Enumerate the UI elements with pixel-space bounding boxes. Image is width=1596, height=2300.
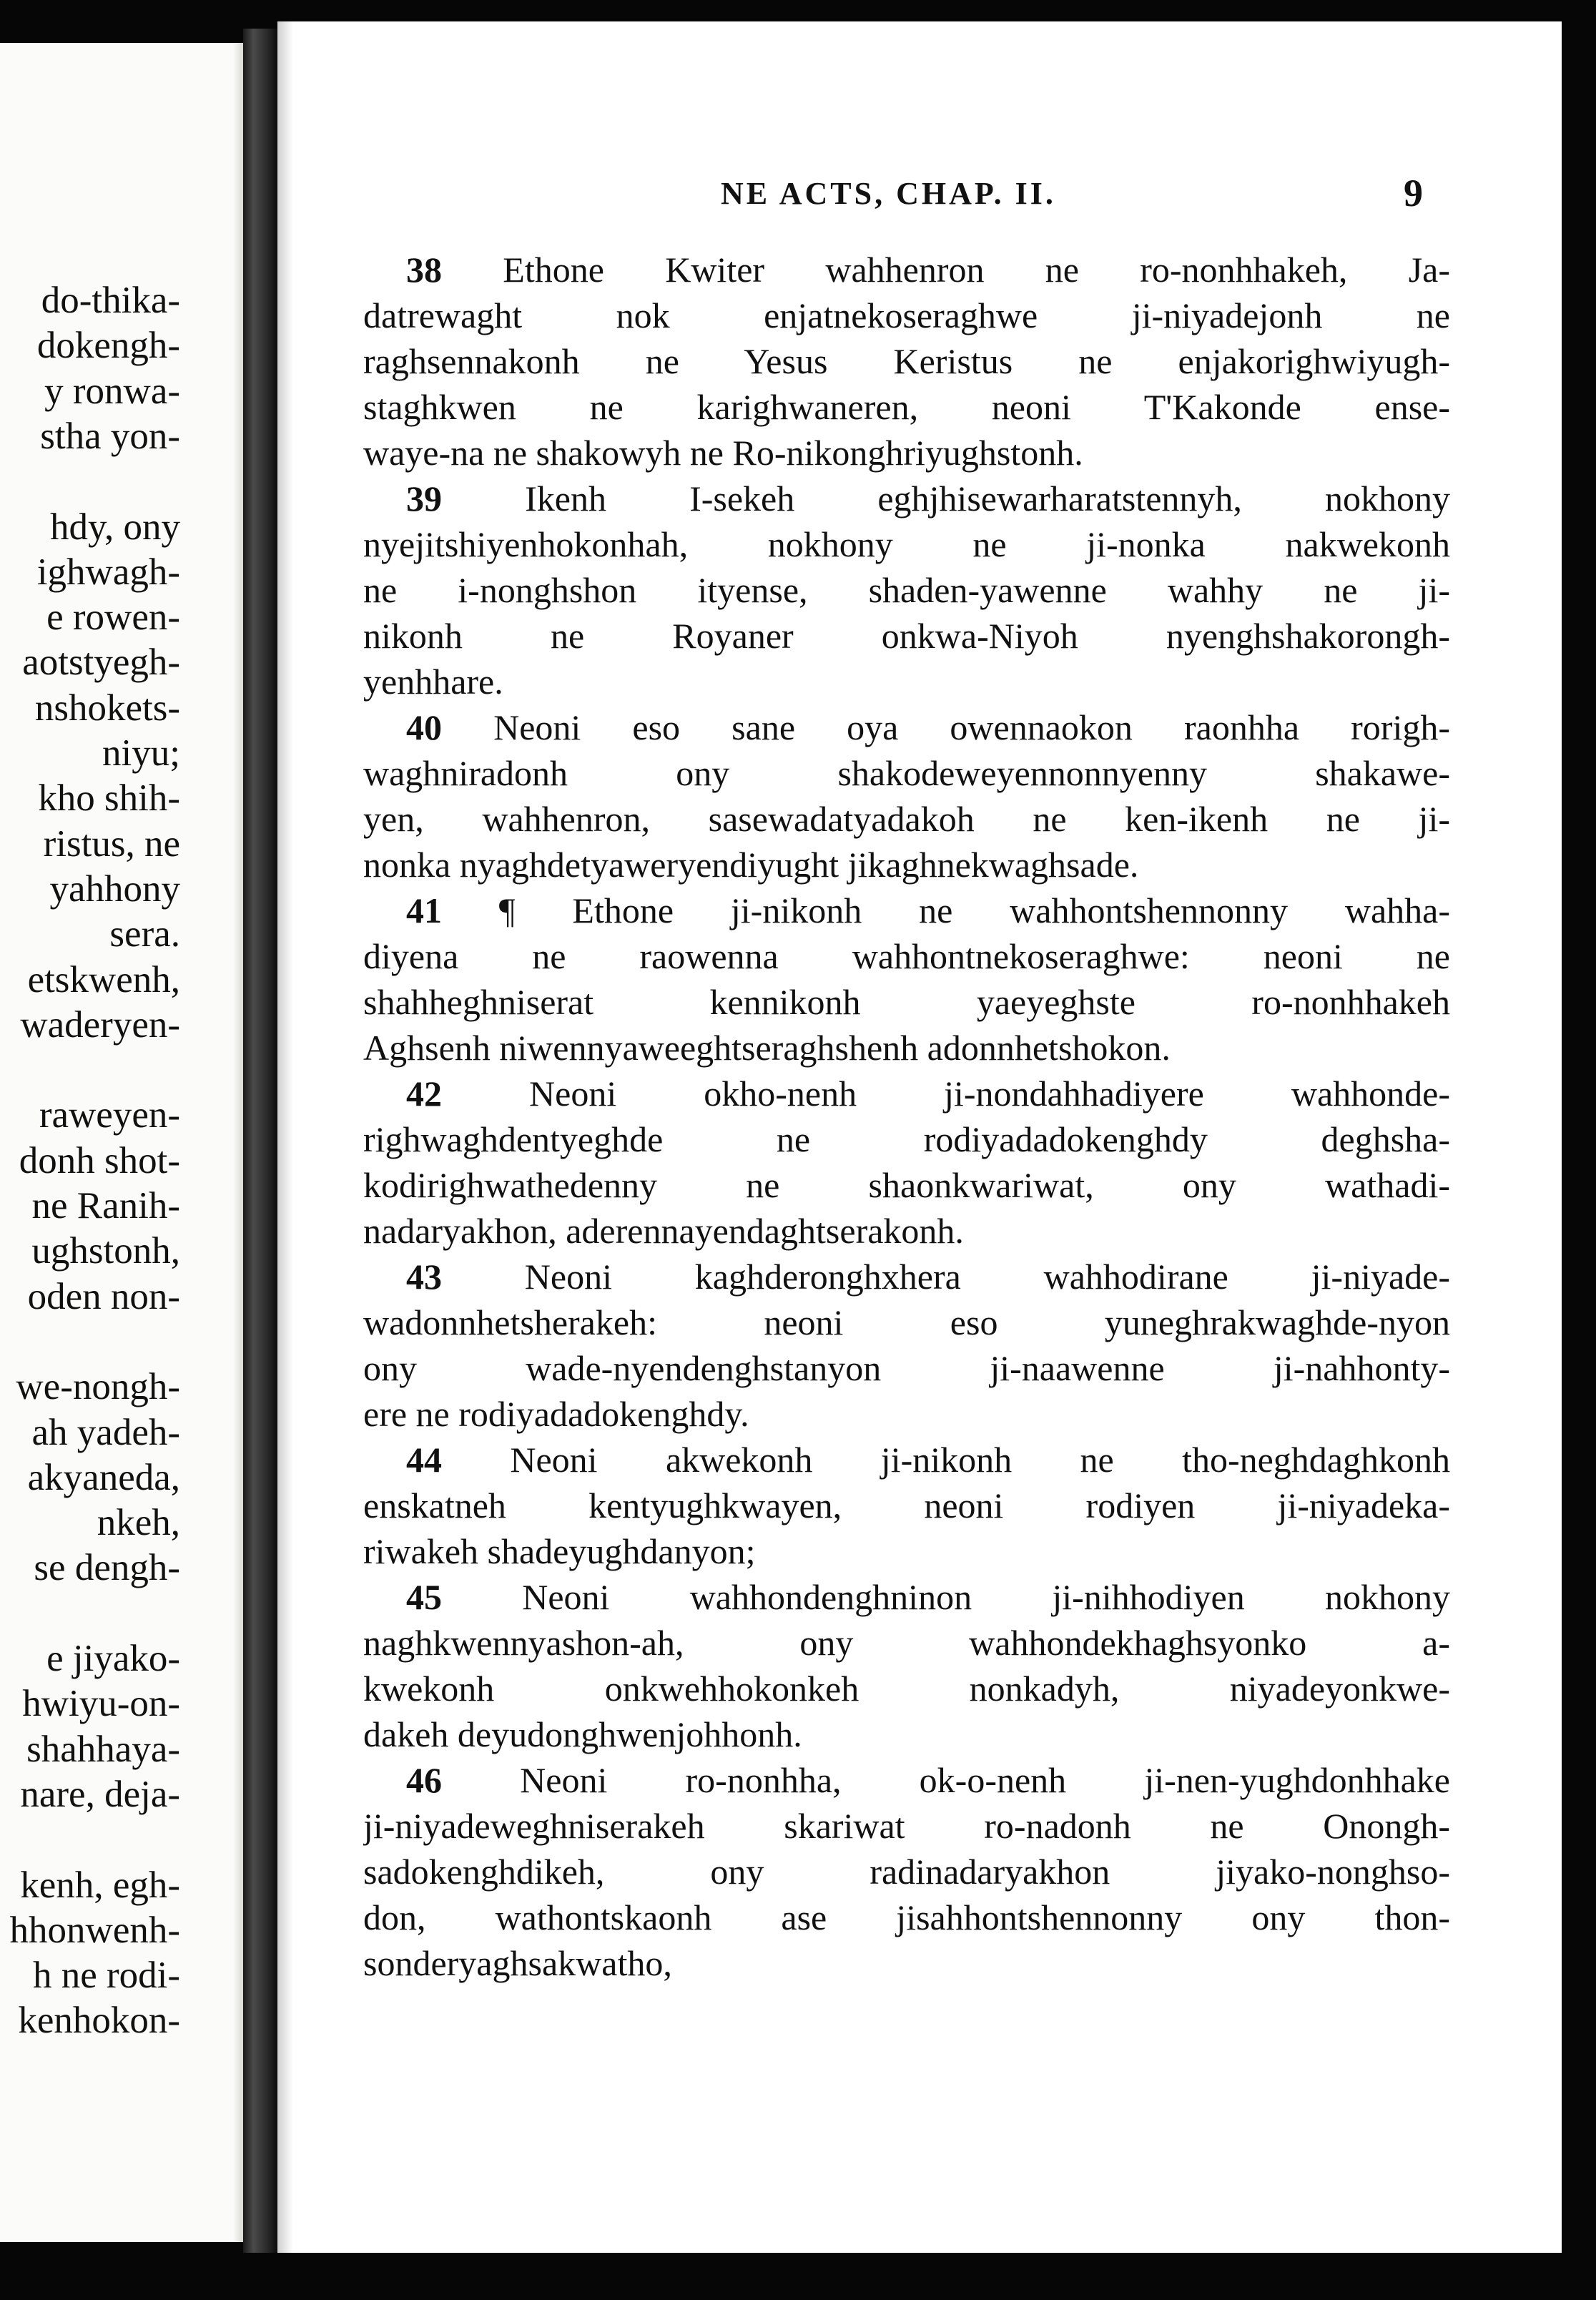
verse-text: Neoni akwekonh ji-nikonh ne tho-neghdaghkonh <box>510 1440 1450 1480</box>
verse-first-line <box>363 1071 1450 1116</box>
verse-line: dakeh deyudonghwenjohhonh. <box>363 1714 802 1754</box>
verse-first-line <box>363 1574 1450 1620</box>
left-page-line: oden non- <box>27 1275 180 1317</box>
left-page-line: ah yadeh- <box>31 1411 180 1453</box>
verse-line: sonderyaghsakwatho, <box>363 1943 672 1983</box>
left-page-line: shahhaya- <box>26 1728 180 1770</box>
left-page-line: waderyen- <box>20 1003 180 1046</box>
left-page-line: aotstyegh- <box>22 642 180 684</box>
verse-text: ¶ Ethone ji-nikonh ne wahhontshennonny wahha- <box>498 890 1450 930</box>
verse-number: 40 <box>406 707 442 747</box>
verse-line: yen, wahhenron, sasewadatyadakoh ne ken-ikenh ne ji- <box>363 799 1450 839</box>
verse-number: 46 <box>406 1760 442 1800</box>
left-page-line: nkeh, <box>97 1502 180 1544</box>
left-page-line: kenhokon- <box>18 2000 180 2042</box>
left-page-line: hdy, ony <box>49 506 180 548</box>
left-page-line: akyaneda, <box>27 1456 180 1498</box>
verse-line: datrewaght nok enjatnekoseraghwe ji-niyadejonh ne <box>363 295 1450 335</box>
verse-text: Neoni okho-nenh ji-nondahhadiyere wahhonde- <box>529 1073 1450 1114</box>
left-page-line: h ne rodi- <box>32 1955 180 1997</box>
left-page-line: kenh, egh- <box>20 1864 180 1906</box>
verse-text: Neoni eso sane oya owennaokon raonhha rorigh- <box>493 707 1450 747</box>
verse-line: yenhhare. <box>363 662 503 702</box>
verse-number: 42 <box>406 1073 442 1114</box>
book-spine <box>243 29 277 2253</box>
verse-line: ne i-nonghshon ityense, shaden-yawenne wahhy ne ji- <box>363 570 1450 610</box>
left-page-line: hhonwenh- <box>9 1909 180 1951</box>
verse-text: Neoni ro-nonhha, ok-o-nenh ji-nen-yughdonhhake <box>520 1760 1450 1800</box>
verse-line: ony wade-nyendenghstanyon ji-naawenne ji-nahhonty- <box>363 1348 1450 1388</box>
verse-number: 45 <box>406 1577 442 1617</box>
verse-line: staghkwen ne karighwaneren, neoni T'Kakonde ense- <box>363 387 1450 427</box>
verse-first-line <box>363 247 1450 293</box>
verse-line: nadaryakhon, aderennayendaghtserakonh. <box>363 1211 964 1251</box>
left-page-line: niyu; <box>102 732 180 774</box>
verse-text: Neoni wahhondenghninon ji-nihhodiyen nokhony <box>522 1577 1450 1617</box>
verse-text: Ethone Kwiter wahhenron ne ro-nonhhakeh, Ja- <box>503 250 1450 290</box>
verse-line: shahheghniserat kennikonh yaeyeghste ro-nonhhakeh <box>363 982 1450 1022</box>
left-page-line: ughstonh, <box>31 1230 180 1272</box>
verse-line: naghkwennyashon-ah, ony wahhondekhaghsyonko a- <box>363 1623 1450 1663</box>
verse-line: nonka nyaghdetyaweryendiyught jikaghnekwaghsade. <box>363 845 1139 885</box>
left-page-line: dokengh- <box>36 325 180 367</box>
verse-line: nikonh ne Royaner onkwa-Niyoh nyenghshakorongh- <box>363 616 1450 656</box>
verse-text: Neoni kaghderonghxhera wahhodirane ji-niyade- <box>524 1257 1450 1297</box>
left-page-line: do-thika- <box>41 280 180 321</box>
verse-line: ere ne rodiyadadokenghdy. <box>363 1394 749 1434</box>
verse-line: enskatneh kentyughkwayen, neoni rodiyen ji-niyadeka- <box>363 1485 1450 1525</box>
verse-first-line <box>363 1757 1450 1803</box>
verse-line: kodirighwathedenny ne shaonkwariwat, ony wathadi- <box>363 1165 1450 1205</box>
left-page-line: e rowen- <box>46 596 180 639</box>
page-inner-shadow <box>277 21 293 2253</box>
verse-line: kwekonh onkwehhokonkeh nonkadyh, niyadeyonkwe- <box>363 1669 1450 1709</box>
verse-number: 43 <box>406 1257 442 1297</box>
left-page-line: nshokets- <box>34 687 180 729</box>
left-page-fragment <box>0 43 243 2242</box>
verse-line: Aghsenh niwennyaweeghtseraghshenh adonnhetshokon. <box>363 1028 1171 1068</box>
left-page-line: ighwagh- <box>36 551 180 593</box>
left-page-line: donh shot- <box>19 1139 180 1181</box>
left-page-line: ristus, ne <box>43 822 180 865</box>
page-number: 9 <box>1404 172 1423 215</box>
verse-number: 44 <box>406 1440 442 1480</box>
left-page-line: y ronwa- <box>44 370 180 412</box>
verse-line: waghniradonh ony shakodeweyennonnyenny shakawe- <box>363 753 1450 793</box>
left-page-line: sera. <box>109 913 180 955</box>
verse-line: nyejitshiyenhokonhah, nokhony ne ji-nonka nakwekonh <box>363 524 1450 564</box>
verse-line: sadokenghdikeh, ony radinadaryakhon jiyako-nonghso- <box>363 1852 1450 1892</box>
left-page-line: yahhony <box>49 868 180 910</box>
verse-first-line <box>363 888 1450 933</box>
verse-first-line <box>363 1254 1450 1299</box>
verse-number: 38 <box>406 250 442 290</box>
left-page-line: se dengh- <box>34 1547 180 1589</box>
running-head-title: NE ACTS, CHAP. II. <box>721 176 1056 211</box>
verse-line: raghsennakonh ne Yesus Keristus ne enjakorighwiyugh- <box>363 341 1450 381</box>
verse-first-line <box>363 1437 1450 1483</box>
verse-line: wadonnhetsherakeh: neoni eso yuneghrakwaghde-nyon <box>363 1302 1450 1342</box>
left-page-line: kho shih- <box>38 777 180 820</box>
body-text <box>363 247 1450 1986</box>
left-page-line: hwiyu-on- <box>22 1683 180 1725</box>
verse-number: 41 <box>406 890 442 930</box>
left-page-line: stha yon- <box>40 415 180 457</box>
left-page-line: we-nongh- <box>16 1366 180 1408</box>
left-page-line: raweyen- <box>39 1094 180 1136</box>
verse-line: don, wathontskaonh ase jisahhontshennonny ony thon- <box>363 1897 1450 1937</box>
left-page-line: nare, deja- <box>20 1773 180 1815</box>
verse-line: riwakeh shadeyughdanyon; <box>363 1531 756 1571</box>
verse-first-line <box>363 476 1450 521</box>
left-page-line: etskwenh, <box>27 958 180 1001</box>
verse-text: Ikenh I-sekeh eghjhisewarharatstennyh, nokhony <box>525 478 1450 519</box>
left-page-line: ne Ranih- <box>31 1185 180 1227</box>
verse-first-line <box>363 704 1450 750</box>
verse-line: ji-niyadeweghniserakeh skariwat ro-nadonh ne Onongh- <box>363 1806 1450 1846</box>
verse-line: waye-na ne shakowyh ne Ro-nikonghriyughstonh. <box>363 433 1083 473</box>
verse-line: diyena ne raowenna wahhontnekoseraghwe: neoni ne <box>363 936 1450 976</box>
right-page <box>277 21 1562 2253</box>
verse-line: righwaghdentyeghde ne rodiyadadokenghdy deghsha- <box>363 1119 1450 1159</box>
left-page-line: e jiyako- <box>46 1638 180 1679</box>
verse-number: 39 <box>406 478 442 519</box>
running-head <box>277 172 1562 218</box>
